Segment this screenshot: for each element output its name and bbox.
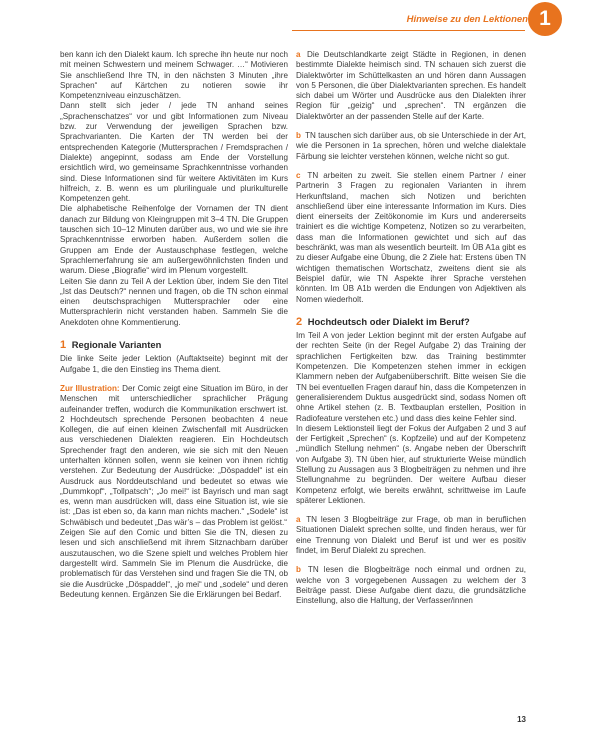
task-text: TN lesen die Blogbeiträge noch einmal und ordnen zu, welche von 3 vorgegebenen Aussagen zu welchem der 3 Beiträge passt. Diese Aufgabe dient dazu, die grundsätzliche Einstellung, also die Haltung, der Verfasser/innen [296, 565, 526, 606]
left-column [60, 50, 288, 600]
section-number: 2 [296, 315, 303, 328]
page-header [0, 0, 600, 40]
task-text: TN lesen 3 Blogbeiträge zur Frage, ob man in beruflichen Situationen Dialekt sprechen sollte, und finden heraus, wer für eine Trennung von Dialekt und Beruf ist und wer es positiv findet, im Beruf Dialekt zu sprechen. [296, 515, 526, 556]
paragraph: Im Teil A von jeder Lektion beginnt mit der ersten Aufgabe auf der rechten Seite (in der Regel Aufgabe 2) das Training der sprachlichen Fertigkeiten bzw. das Training bestimmter Kompetenzen. Die Kompetenzen stehen immer in eckigen Klammern neben der Aufgabenüberschrift. Bitte weisen Sie die TN bei eventuellen Fragen darauf hin, dass die Kompetenzen in generalisierendem Duktus ausgedrückt sind, sodass Nomen oft ohne Artikel stehen (z. B. Textbauplan erstellen, Position in Radiofeature verstehen etc.) und dass dies keine Fehler sind. [296, 331, 526, 423]
task-marker: a [296, 50, 301, 59]
task-text: TN arbeiten zu zweit. Sie stellen einem Partner / einer Partnerin 3 Fragen zu regionalen Varianten in ihrem Herkunftsland, machen sich Notizen und berichten anschließend über eine interessante Information im Kurs. Dies dient einerseits der Zeitökonomie im Kurs und andererseits trainiert es die wichtige Kompetenz, Notizen so zu verarbeiten, dass man die Informationen gewichtet und sich auf das beschränkt, was man als wesentlich beurteilt. Im ÜB A1a gibt es zu dieser Aufgabe eine Übung, die 2 Ziele hat: Erstens üben TN wichtigen thematischen Wortschatz, zweitens dient sie als Beispiel dafür, wie TN Aspekte ihrer Sprache verstehen könnten. Im ÜB A1b werden die Endungen von Adjektiven als Nomen wiederholt. [296, 170, 526, 304]
section-heading-1 [60, 340, 288, 350]
paragraph: Die linke Seite jeder Lektion (Auftaktseite) beginnt mit der Aufgabe 1, die den Einstieg ins Thema dient. [60, 354, 288, 374]
task-marker: b [296, 131, 301, 141]
task-marker: a [296, 515, 301, 525]
task-text: Die Deutschlandkarte zeigt Städte in Regionen, in denen bestimmte Dialekte heimisch sind. TN schauen sich zuerst die Dialektwörter im Schüttelkasten an und hören dann Aussagen von 5 Personen, die über Dialektvarianten sprechen. Es handelt sich dabei um Wörter und Ausdrücke aus den Dialekten ihrer Region für „geizig“ und „sprechen“. TN ergänzen die Dialektwörter an der passenden Stelle auf der Karte. [296, 50, 526, 121]
task-c [296, 171, 526, 305]
task-2a [296, 515, 526, 556]
paragraph: In diesem Lektionsteil liegt der Fokus der Aufgaben 2 und 3 auf der Fertigkeit „Sprechen“ (s. Kopfzeile) und auf der Kompetenz „mündlich Stellung nehmen“ (s. Angabe neben der Überschrift von Aufgabe 3). TN üben hier, auf strukturierte Weise mündlich Stellung zu Aussagen aus 3 Blogbeiträgen zu nehmen und ihre Stellungnahme zu begründen. Der weitere Aufbau dieser Kompetenz erfolgt, wie bereits erwähnt, schrittweise im Laufe späterer Lektionen. [296, 423, 526, 505]
task-b [296, 131, 526, 162]
illustration-text: Der Comic zeigt eine Situation im Büro, in der Menschen mit unterschiedlicher sprachlicher Prägung aufeinander treffen, wodurch die Kommunikation erschwert ist. 2 Hochdeutsch sprechende Personen beobachten 4 neue Kollegen, die auf einen kleinen Zwischenfall mit Ausdrücken aus verschiedenen Dialekten reagieren. Ein Hochdeutsch Sprechender fragt den anderen, wie sie sich mit den Neuen unterhalten können sollen, wenn sie keinen von ihnen richtig verstehen. Zur Bedeutung der Ausdrücke: „Döspaddel“ ist ein Ausdruck aus Norddeutschland und bedeutet so etwas wie „Dummkopf“, „Tollpatsch“; „Jo mei!“ ist Bayrisch und man sagt es, wenn man ausdrücken will, dass eine Situation ist, wie sie ist: „Das ist eben so, da kann man nichts machen.“ „Sodele“ ist Schwäbisch und bedeutet „Das wär’s – das Problem ist gelöst.“ [60, 383, 288, 527]
right-column [296, 50, 526, 607]
paragraph-illustration [60, 384, 288, 528]
header-title: Hinweise zu den Lektionen [406, 14, 528, 25]
task-marker: c [296, 170, 301, 180]
section-title: Regionale Varianten [71, 339, 162, 351]
illustration-label: Zur Illustration: [60, 383, 120, 393]
section-title: Hochdeutsch oder Dialekt im Beruf? [307, 315, 470, 327]
section-heading-2 [296, 317, 526, 327]
chapter-badge: 1 [528, 2, 562, 36]
header-rule [292, 30, 525, 31]
task-text: TN tauschen sich darüber aus, ob sie Unterschiede in der Art, wie die Personen in 1a sprechen, hören und welche dialektale Färbung sie leichter verstehen können, welche nicht so gut. [296, 131, 526, 161]
paragraph: Zeigen Sie auf den Comic und bitten Sie die TN, diesen zu lesen und sich anschließend mit ihrem Sitznachbarn darüber auszutauschen, wo die Szene spielt und welches Problem hier dargestellt wird. Sammeln Sie im Plenum die Ausdrücke, die problematisch für das Verstehen sind und fragen Sie die TN, ob sie die Ausdrücke „Döspaddel“, „jo mei“ und „sodele“ und deren Bedeutung kennen. Ergänzen Sie die Erklärungen bei Bedarf. [60, 528, 288, 599]
paragraph: ben kann ich den Dialekt kaum. Ich spreche ihn heute nur noch mit meinen Schwestern und meinem Schwager. …“ Motivieren Sie anschließend Ihre TN, in den nächsten 3 Minuten „ihre Sprachen“ auf Kärtchen zu notieren sowie ihr Kompetenzniveau einzuschätzen. [60, 50, 288, 101]
section-number: 1 [60, 339, 67, 352]
task-a [296, 50, 526, 122]
task-marker: b [296, 565, 301, 575]
task-2b [296, 565, 526, 606]
page-number: 13 [517, 715, 526, 724]
paragraph: Leiten Sie dann zu Teil A der Lektion über, indem Sie den Titel „Ist das Deutsch?“ nennen und fragen, ob die TN schon einmal einen deutschsprachigen Muttersprachler oder eine Muttersprachlerin nicht verstanden haben. Sammeln Sie die Anekdoten ohne Kommentierung. [60, 276, 288, 327]
paragraph: Die alphabetische Reihenfolge der Vornamen der TN dient danach zur Bildung von Kleingruppen mit 3–4 TN. Die Gruppen tauschen sich 10–12 Minuten darüber aus, wo und wie sie ihre Sprachkenntnisse erworben haben. Außerdem sollen die Gruppen am Ende der Austauschphase festlegen, welche Sprachlernerfahrung sie am außergewöhnlichsten finden und warum. Diese „Biografie“ wird im Plenum vorgestellt. [60, 204, 288, 276]
paragraph: Dann stellt sich jeder / jede TN anhand seines „Sprachenschatzes“ vor und gibt Informationen zum Niveau bzw. zur Verwendung der jeweiligen Sprachen bzw. Sprachvarianten. Die Karten der TN werden bei der entsprechenden Kategorie (Muttersprachen / Fremdsprachen / Dialekte) angepinnt, sodass am Ende der Vorstellung ersichtlich wird, wo gemeinsame Sprachkenntnisse vorhanden sind. Diese Informationen sind für weitere Aktivitäten im Kurs hilfreich, z. B. wenn es um plurilinguale und plurikulturelle Kompetenzen geht. [60, 101, 288, 204]
